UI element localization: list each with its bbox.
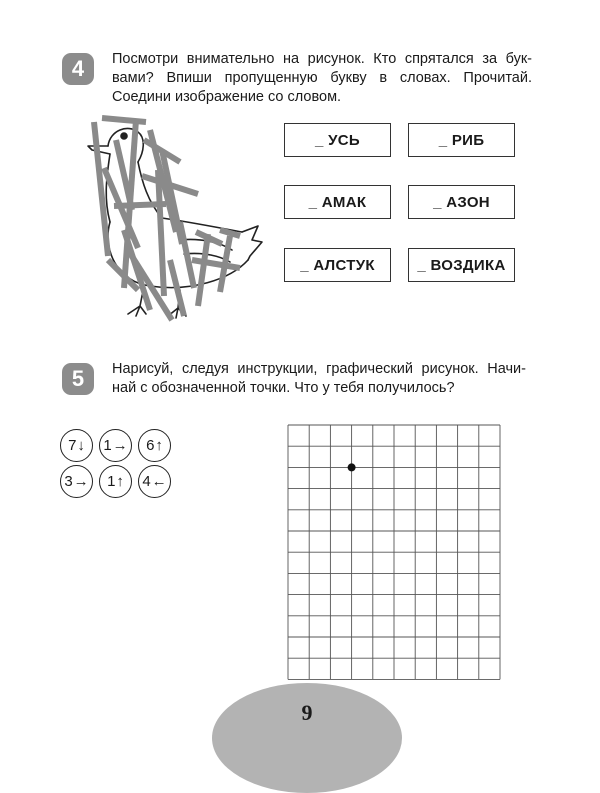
arrow-left-icon: ← [151, 473, 167, 490]
word-box-3[interactable]: _ АМАК [284, 185, 391, 219]
word-box-5[interactable]: _ АЛСТУК [284, 248, 391, 282]
instruction-count: 1 [107, 473, 116, 490]
instruction-4-left [138, 465, 171, 498]
task-4-instructions [112, 50, 532, 107]
arrow-right-icon: → [73, 473, 89, 490]
task-4-line-3: Соедини изображение со словом. [112, 89, 342, 105]
task-5-line-2: най с обозначенной точки. Что у тебя получилось? [112, 380, 455, 396]
instruction-count: 4 [142, 473, 151, 490]
instruction-count: 1 [103, 437, 112, 454]
instruction-3-right [60, 465, 93, 498]
task-5-line-1: Нарисуй, следуя инструкции, графический рисунок. Начи- [112, 361, 526, 377]
task-5-badge: 5 [62, 363, 94, 395]
instruction-1-right [99, 429, 132, 462]
word-box-6[interactable]: _ ВОЗДИКА [408, 248, 515, 282]
start-dot [348, 463, 356, 471]
task-5-instructions [112, 360, 526, 398]
word-box-1[interactable]: _ УСЬ [284, 123, 391, 157]
task-4-line-1: Посмотри внимательно на рисунок. Кто спрятался за бук- [112, 51, 532, 67]
instruction-count: 3 [64, 473, 73, 490]
drawing-grid[interactable] [287, 424, 507, 682]
word-box-2[interactable]: _ РИБ [408, 123, 515, 157]
arrow-up-icon: ↑ [116, 473, 124, 490]
page-number: 9 [301, 700, 313, 725]
goose-illustration [80, 110, 270, 330]
task-4-line-2: вами? Впиши пропущенную букву в словах. Прочитай. [112, 70, 532, 86]
instruction-count: 7 [68, 437, 77, 454]
instruction-7-down [60, 429, 93, 462]
arrow-right-icon: → [112, 437, 128, 454]
instruction-count: 6 [146, 437, 155, 454]
arrow-up-icon: ↑ [155, 437, 163, 454]
word-box-4[interactable]: _ АЗОН [408, 185, 515, 219]
instruction-1-up [99, 465, 132, 498]
instruction-6-up [138, 429, 171, 462]
task-4-badge: 4 [62, 53, 94, 85]
arrow-down-icon: ↓ [77, 437, 85, 454]
